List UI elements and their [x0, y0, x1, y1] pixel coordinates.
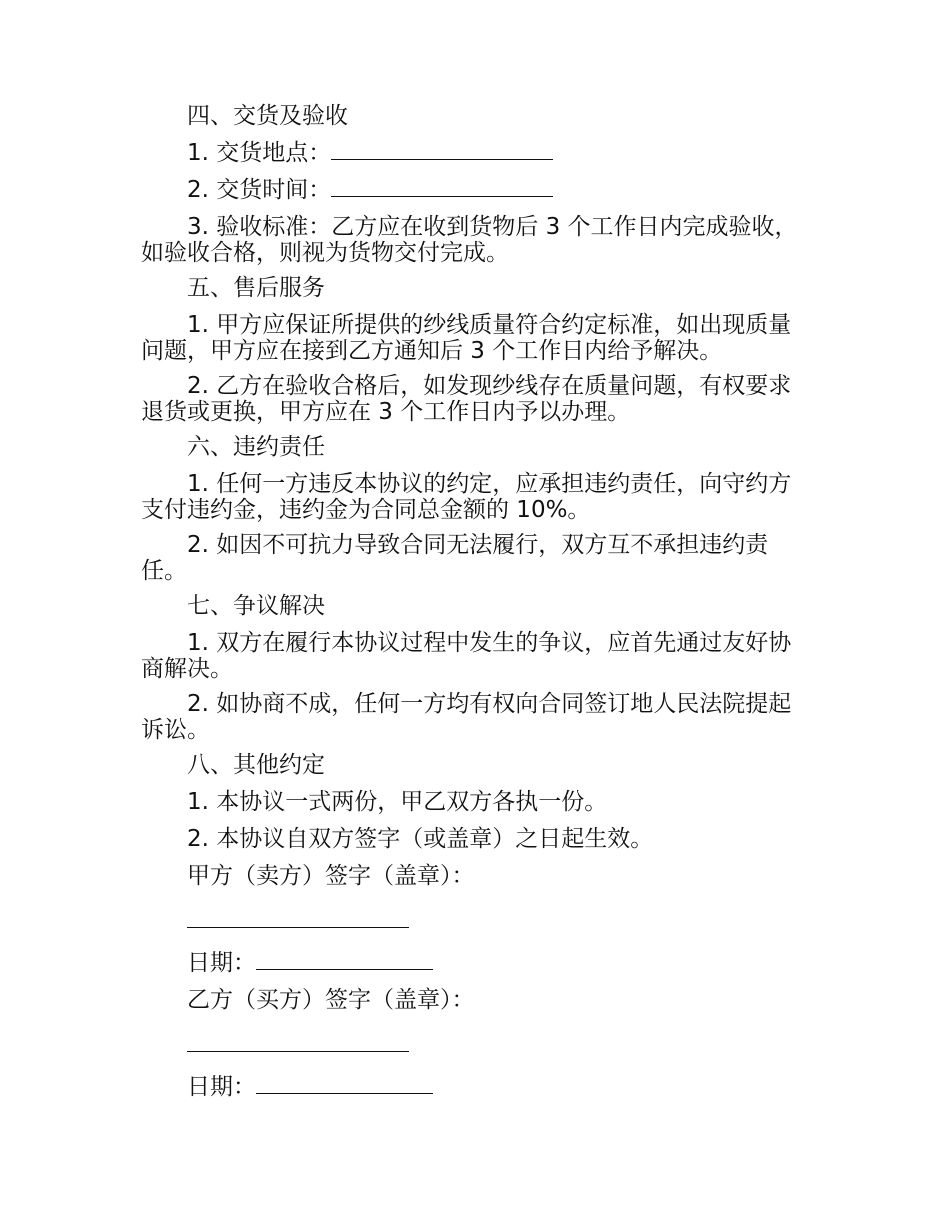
dispute-clause-2: 2. 如协商不成，任何一方均有权向合同签订地人民法院提起诉讼。 [141, 691, 792, 743]
delivery-location-blank[interactable] [331, 141, 553, 160]
section-heading-after-sales: 五、售后服务 [187, 275, 325, 301]
party-a-signature-blank[interactable] [187, 915, 409, 928]
delivery-location-line [141, 140, 813, 166]
delivery-location-label: 1. 交货地点： [187, 140, 332, 166]
after-sales-clause-2: 2. 乙方在验收合格后，如发现纱线存在质量问题，有权要求退货或更换，甲方应在 3 个工作日内予以办理。 [141, 373, 792, 425]
party-a-date-line [141, 950, 813, 976]
after-sales-clause-1: 1. 甲方应保证所提供的纱线质量符合约定标准，如出现质量问题，甲方应在接到乙方通知后 3 个工作日内给予解决。 [141, 312, 792, 364]
section-heading-dispute: 七、争议解决 [187, 593, 325, 619]
delivery-time-blank[interactable] [331, 178, 553, 197]
party-a-date-label: 日期： [187, 950, 256, 976]
other-clause-1: 1. 本协议一式两份，甲乙双方各执一份。 [187, 789, 608, 815]
liability-clause-1: 1. 任何一方违反本协议的约定，应承担违约责任，向守约方支付违约金，违约金为合同总金额的 10%。 [141, 471, 792, 523]
section-heading-delivery: 四、交货及验收 [187, 103, 348, 129]
party-b-date-label: 日期： [187, 1074, 256, 1100]
section-heading-liability: 六、违约责任 [187, 434, 325, 460]
party-b-signature-blank[interactable] [187, 1039, 409, 1052]
party-a-signature-label: 甲方（卖方）签字（盖章）： [187, 863, 475, 889]
party-b-date-line [141, 1074, 813, 1100]
document-body [141, 103, 813, 1111]
party-a-date-blank[interactable] [256, 951, 433, 970]
dispute-clause-1: 1. 双方在履行本协议过程中发生的争议，应首先通过友好协商解决。 [141, 630, 792, 682]
party-b-date-blank[interactable] [256, 1075, 433, 1094]
liability-clause-2: 2. 如因不可抗力导致合同无法履行，双方互不承担违约责任。 [141, 532, 769, 584]
party-b-signature-label: 乙方（买方）签字（盖章）： [187, 987, 475, 1013]
section-heading-other: 八、其他约定 [187, 752, 325, 778]
other-clause-2: 2. 本协议自双方签字（或盖章）之日起生效。 [187, 826, 654, 852]
acceptance-standard-paragraph: 3. 验收标准：乙方应在收到货物后 3 个工作日内完成验收，如验收合格，则视为货物交付完成。 [141, 214, 798, 266]
delivery-time-label: 2. 交货时间： [187, 177, 332, 203]
delivery-time-line [141, 177, 813, 203]
